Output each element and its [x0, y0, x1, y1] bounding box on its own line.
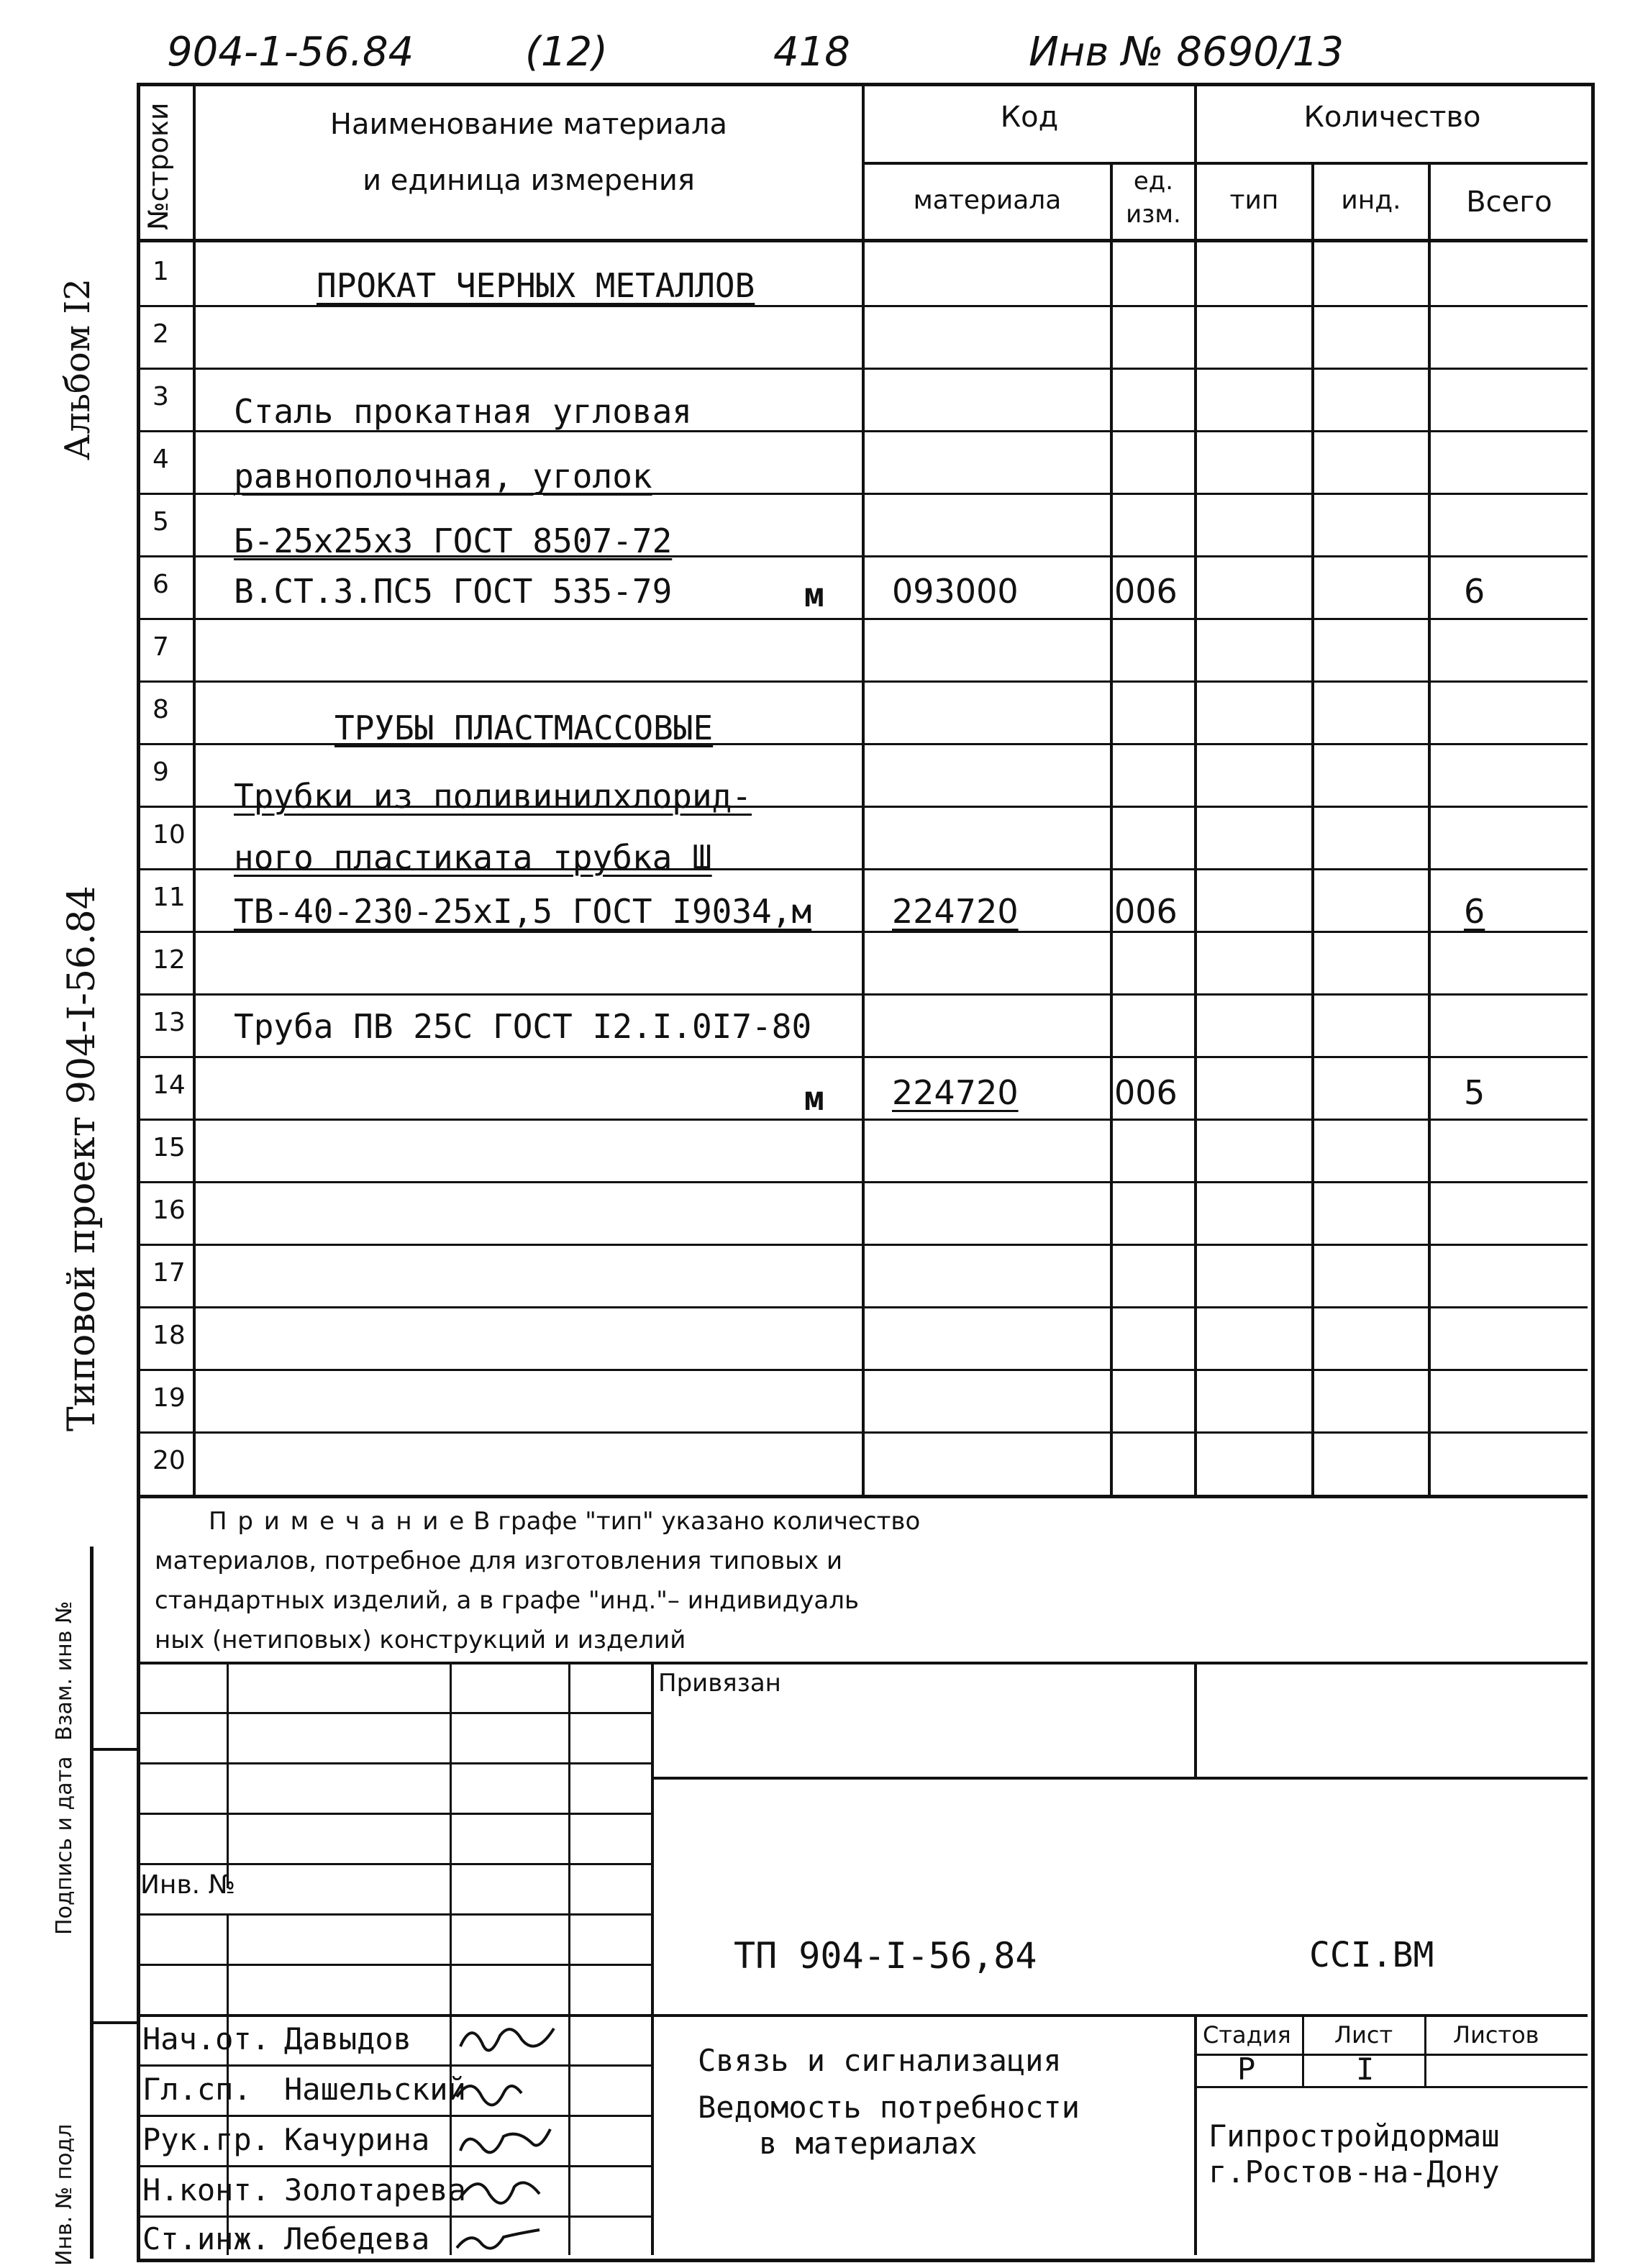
note-line-1: В графе "тип" указано количество — [473, 1507, 921, 1536]
sheet-value: I — [1356, 2051, 1375, 2087]
title-line-3: в материалах — [759, 2126, 978, 2161]
row-10-name: ного пластиката трубка Ш — [234, 838, 712, 877]
row-8-name: ТРУБЫ ПЛАСТМАССОВЫЕ — [334, 709, 714, 747]
project-label: Типовой проект 904-I-56.84 — [60, 885, 104, 1431]
row-number: 17 — [152, 1258, 186, 1288]
note-line-2: материалов, потребное для изготовления типовых и — [155, 1547, 843, 1575]
row-3-name: Сталь прокатная угловая — [234, 392, 692, 431]
signer-1-name: Давыдов — [284, 2021, 412, 2057]
inventory-number: Инв № 8690/13 — [1029, 29, 1344, 76]
row-14-unit-code: 006 — [1114, 1073, 1178, 1112]
header-row-number: №строки — [142, 102, 174, 230]
row-number: 8 — [152, 695, 169, 724]
row-number: 10 — [152, 820, 186, 850]
row-number: 14 — [152, 1070, 186, 1100]
row-number: 12 — [152, 945, 186, 975]
note-title — [209, 1507, 920, 1536]
signer-2-name: Нашельский — [284, 2072, 466, 2107]
header-name-line2: и единица измерения — [363, 164, 695, 197]
row-11-name: ТВ-40-230-25хI,5 ГОСТ I9034,м — [234, 892, 812, 931]
sign-date-label: Подпись и дата — [52, 1756, 77, 1935]
doc-code: 904-1-56.84 — [167, 29, 414, 76]
row-11-code: 224720 — [892, 892, 1019, 931]
tp-code: ТП 904-I-56,84 — [734, 1935, 1037, 1977]
row-number: 7 — [152, 632, 169, 662]
row-number: 1 — [152, 257, 169, 286]
row-14-unit: м — [804, 1079, 824, 1118]
row-number: 9 — [152, 757, 169, 787]
inv-replace-label: Взам. инв № — [52, 1600, 77, 1741]
header-quantity: Количество — [1303, 101, 1481, 134]
row-14-total: 5 — [1464, 1073, 1485, 1112]
row-1-name: ПРОКАТ ЧЕРНЫХ МЕТАЛЛОВ — [317, 266, 755, 305]
signer-5-name: Лебедева — [284, 2221, 430, 2256]
signer-2-role: Гл.сп. — [142, 2072, 252, 2107]
row-4-name: равнополочная, уголок — [234, 457, 652, 496]
header-unit-l1: ед. — [1133, 167, 1174, 196]
album-label: Альбом I2 — [58, 278, 98, 460]
stage-value: Р — [1237, 2051, 1256, 2087]
header-name-line1: Наименование материала — [329, 108, 728, 141]
signer-3-name: Качурина — [284, 2122, 430, 2157]
row-14-code: 224720 — [892, 1073, 1019, 1112]
sheet-label: Лист — [1334, 2021, 1393, 2049]
row-number: 11 — [152, 883, 186, 912]
sheets-label: Листов — [1453, 2021, 1539, 2049]
inv-original-label: Инв. № подл — [52, 2123, 77, 2266]
row-6-unit: м — [804, 575, 824, 614]
row-number: 2 — [152, 319, 169, 349]
row-6-code: 093000 — [892, 572, 1019, 611]
row-number: 19 — [152, 1383, 186, 1413]
signer-4-name: Золотарева — [284, 2172, 466, 2208]
signer-3-role: Рук.гр. — [142, 2122, 270, 2157]
sheet-code: ССI.ВМ — [1309, 1935, 1434, 1975]
note-line-4: ных (нетиповых) конструкций и изделий — [155, 1626, 686, 1654]
title-line-2: Ведомость потребности — [698, 2090, 1080, 2125]
row-6-name: В.СТ.3.ПС5 ГОСТ 535-79 — [234, 572, 673, 611]
note-title-text: П р и м е ч а н и е — [209, 1507, 466, 1536]
header-code: Код — [1000, 101, 1059, 134]
row-number: 18 — [152, 1321, 186, 1350]
page-number: 418 — [773, 29, 850, 76]
inv-no-label: Инв. № — [140, 1870, 236, 1900]
org-line-1: Гипростройдормаш — [1208, 2118, 1500, 2154]
row-11-unit-code: 006 — [1114, 892, 1178, 931]
row-11-total: 6 — [1464, 892, 1485, 931]
doc-index: (12) — [525, 29, 608, 76]
signer-4-role: Н.конт. — [142, 2172, 270, 2208]
row-number: 20 — [152, 1446, 186, 1475]
signer-1-role: Нач.от. — [142, 2021, 270, 2057]
row-6-total: 6 — [1464, 572, 1485, 611]
title-line-1: Связь и сигнализация — [698, 2043, 1062, 2078]
row-number: 6 — [152, 570, 169, 599]
note-line-3: стандартных изделий, а в графе "инд."– индивидуаль — [155, 1586, 860, 1615]
header-ind: инд. — [1341, 186, 1401, 215]
row-number: 13 — [152, 1008, 186, 1037]
row-number: 5 — [152, 507, 169, 537]
header-unit-l2: изм. — [1126, 200, 1181, 229]
row-number: 15 — [152, 1133, 186, 1162]
header-total: Всего — [1466, 186, 1552, 219]
row-6-unit-code: 006 — [1114, 572, 1178, 611]
header-material: материала — [913, 186, 1062, 215]
row-number: 4 — [152, 445, 169, 474]
org-line-2: г.Ростов-на-Дону — [1208, 2154, 1500, 2190]
stage-label: Стадия — [1203, 2021, 1291, 2049]
row-number: 3 — [152, 382, 169, 411]
header-type: тип — [1229, 186, 1279, 215]
row-number: 16 — [152, 1196, 186, 1225]
row-9-name: Трубки из поливинилхлорид- — [234, 777, 752, 816]
row-5-name: Б-25х25х3 ГОСТ 8507-72 — [234, 522, 673, 560]
signer-5-role: Ст.инж. — [142, 2221, 270, 2256]
row-13-name: Труба ПВ 25С ГОСТ I2.I.0I7-80 — [234, 1007, 812, 1046]
signatures-image — [453, 2018, 568, 2255]
privyazan-label: Привязан — [658, 1669, 781, 1698]
